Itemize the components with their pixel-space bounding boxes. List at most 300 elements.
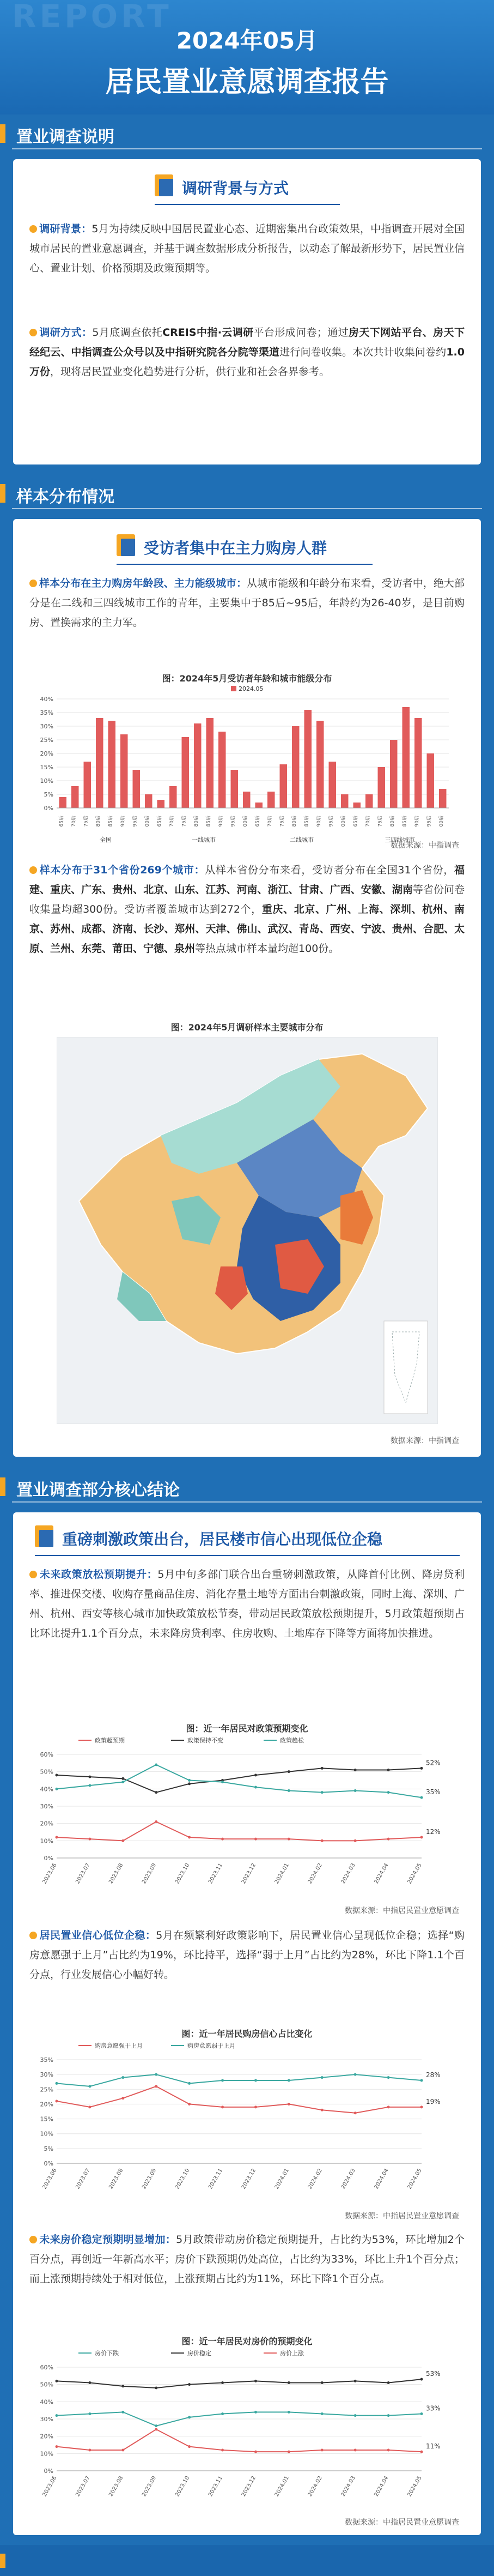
end-value-label: 19% bbox=[426, 2097, 441, 2106]
data-point bbox=[155, 1764, 157, 1766]
data-point bbox=[288, 1789, 290, 1792]
data-point bbox=[387, 1838, 390, 1841]
footer bbox=[0, 2545, 494, 2576]
bar bbox=[120, 734, 128, 808]
subheading-underline bbox=[35, 1555, 460, 1556]
card-intro bbox=[13, 159, 481, 464]
legend-label: 房价下跌 bbox=[95, 2350, 119, 2357]
bar bbox=[157, 800, 165, 808]
y-tick-label: 0% bbox=[44, 1855, 53, 1862]
x-tick-label: 2023.11 bbox=[207, 1862, 224, 1885]
age-city-bar-chart bbox=[29, 683, 465, 843]
y-tick-label: 30% bbox=[40, 723, 53, 730]
data-point bbox=[88, 2412, 91, 2415]
data-point bbox=[221, 2412, 224, 2415]
data-point bbox=[354, 2380, 357, 2382]
data-point bbox=[420, 1767, 423, 1770]
subheading-underline bbox=[117, 564, 373, 565]
data-point bbox=[420, 2079, 423, 2082]
bar bbox=[71, 786, 79, 808]
data-point bbox=[121, 2097, 124, 2100]
series-line bbox=[57, 2379, 422, 2388]
legend-label: 房价稳定 bbox=[187, 2350, 211, 2357]
data-point bbox=[387, 2381, 390, 2384]
x-tick-label: 95后 bbox=[426, 816, 432, 827]
bar bbox=[169, 786, 177, 808]
section-accent-bar bbox=[0, 1477, 5, 1496]
x-tick-label: 2023.11 bbox=[207, 2168, 224, 2191]
section-header-sample bbox=[0, 475, 494, 511]
data-point bbox=[288, 1770, 290, 1773]
data-point bbox=[88, 2085, 91, 2088]
data-point bbox=[188, 2416, 191, 2418]
y-tick-label: 10% bbox=[40, 777, 53, 785]
bar bbox=[96, 718, 103, 808]
end-value-label: 28% bbox=[426, 2071, 441, 2079]
y-tick-label: 5% bbox=[44, 791, 53, 798]
group-label: 三四线城市 bbox=[385, 836, 415, 843]
x-tick-label: 80后 bbox=[389, 816, 395, 827]
x-tick-label: 85后 bbox=[108, 816, 114, 827]
data-point bbox=[221, 2079, 224, 2082]
data-point bbox=[254, 1774, 257, 1777]
data-point bbox=[288, 1838, 290, 1841]
bullet-icon bbox=[29, 580, 37, 587]
x-tick-label: 00后 bbox=[242, 816, 248, 827]
subheading-text: 受访者集中在主力购房人群 bbox=[144, 539, 327, 557]
x-tick-label: 2023.08 bbox=[108, 2168, 125, 2191]
bar bbox=[267, 792, 275, 808]
x-tick-label: 2023.12 bbox=[240, 2475, 258, 2498]
data-point bbox=[121, 1839, 124, 1842]
data-point bbox=[321, 2109, 324, 2112]
bar bbox=[182, 737, 190, 808]
watermark: REPORT bbox=[12, 0, 172, 35]
series-line bbox=[57, 1822, 422, 1841]
end-value-label: 52% bbox=[426, 1759, 441, 1767]
document-icon bbox=[155, 174, 173, 196]
x-tick-label: 85后 bbox=[206, 816, 212, 827]
bar bbox=[231, 770, 239, 808]
header bbox=[0, 0, 494, 114]
bullet-icon bbox=[29, 329, 37, 336]
y-tick-label: 60% bbox=[40, 1751, 53, 1758]
y-tick-label: 25% bbox=[40, 737, 53, 744]
x-tick-label: 2023.06 bbox=[41, 2475, 58, 2498]
section-accent-bar bbox=[0, 124, 5, 143]
x-tick-label: 95后 bbox=[328, 816, 334, 827]
figure-caption: 图：2024年5月调研样本主要城市分布 bbox=[170, 1022, 324, 1033]
x-tick-label: 2024.05 bbox=[406, 2168, 423, 2191]
y-tick-label: 5% bbox=[44, 2145, 53, 2152]
x-tick-label: 2024.02 bbox=[307, 1862, 324, 1885]
data-point bbox=[155, 1791, 157, 1794]
y-tick-label: 30% bbox=[40, 2416, 53, 2423]
data-point bbox=[221, 2381, 224, 2384]
x-tick-label: 2024.01 bbox=[273, 2475, 290, 2498]
bar bbox=[304, 710, 312, 808]
bar bbox=[365, 794, 373, 808]
bullet-icon bbox=[29, 866, 37, 874]
map-shape bbox=[57, 1037, 438, 1425]
y-tick-label: 30% bbox=[40, 2071, 53, 2079]
data-point bbox=[288, 2381, 290, 2384]
y-tick-label: 20% bbox=[40, 2433, 53, 2440]
x-tick-label: 85后 bbox=[304, 816, 310, 827]
policy-expectation-line-chart bbox=[29, 1733, 465, 1902]
data-point bbox=[387, 2106, 390, 2108]
bar bbox=[402, 707, 410, 808]
end-value-label: 11% bbox=[426, 2442, 441, 2451]
data-point bbox=[254, 1786, 257, 1789]
end-value-label: 53% bbox=[426, 2370, 441, 2378]
y-tick-label: 0% bbox=[44, 2160, 53, 2167]
data-point bbox=[121, 2411, 124, 2414]
section-title: 样本分布情况 bbox=[16, 487, 114, 506]
data-source: 数据来源：中指调查 bbox=[391, 1437, 459, 1445]
data-source: 数据来源：中指调查 bbox=[391, 841, 459, 850]
data-point bbox=[254, 2079, 257, 2082]
x-tick-label: 2023.11 bbox=[207, 2475, 224, 2498]
group-label: 全国 bbox=[100, 836, 112, 843]
x-tick-label: 2023.10 bbox=[174, 2168, 191, 2191]
x-tick-label: 2023.10 bbox=[174, 1862, 191, 1885]
main-title: 居民置业意愿调查报告 bbox=[105, 66, 389, 99]
y-tick-label: 15% bbox=[40, 2115, 53, 2123]
x-tick-label: 65后 bbox=[59, 816, 65, 827]
x-tick-label: 90后 bbox=[414, 816, 420, 827]
data-point bbox=[420, 2412, 423, 2415]
x-tick-label: 2024.04 bbox=[373, 1862, 390, 1885]
bullet-icon bbox=[29, 1932, 37, 1939]
bar bbox=[316, 721, 324, 808]
bar bbox=[133, 770, 141, 808]
legend-label: 政策保持不变 bbox=[187, 1737, 223, 1744]
series-line bbox=[57, 2086, 422, 2113]
china-city-map bbox=[57, 1037, 438, 1424]
data-point bbox=[354, 2112, 357, 2114]
section-divider bbox=[12, 1501, 482, 1503]
south-sea-inset bbox=[384, 1321, 428, 1414]
x-tick-label: 2023.07 bbox=[75, 2475, 92, 2498]
x-tick-label: 2024.03 bbox=[340, 2168, 357, 2191]
card-core bbox=[13, 1512, 481, 2535]
x-tick-label: 2024.02 bbox=[307, 2475, 324, 2498]
x-tick-label: 95后 bbox=[132, 816, 138, 827]
data-point bbox=[121, 2385, 124, 2387]
data-point bbox=[121, 2449, 124, 2452]
y-tick-label: 10% bbox=[40, 2450, 53, 2458]
x-tick-label: 80后 bbox=[193, 816, 199, 827]
x-tick-label: 2023.10 bbox=[174, 2475, 191, 2498]
bar bbox=[145, 794, 153, 808]
data-point bbox=[188, 2103, 191, 2106]
y-tick-label: 0% bbox=[44, 805, 53, 812]
bar bbox=[390, 740, 398, 808]
x-tick-label: 2024.05 bbox=[406, 1862, 423, 1885]
section-header-survey bbox=[0, 116, 494, 152]
document-icon bbox=[117, 534, 135, 556]
x-tick-label: 75后 bbox=[83, 816, 89, 827]
subheading-text: 调研背景与方式 bbox=[182, 179, 289, 197]
bar bbox=[341, 794, 349, 808]
data-point bbox=[321, 2412, 324, 2415]
x-tick-label: 2023.08 bbox=[108, 1862, 125, 1885]
legend-label: 政策趋松 bbox=[280, 1737, 304, 1744]
data-point bbox=[221, 1838, 224, 1841]
data-point bbox=[354, 2449, 357, 2452]
data-point bbox=[188, 1782, 191, 1785]
data-source: 数据来源：中指居民置业意愿调查 bbox=[345, 1907, 459, 1915]
bullet-icon bbox=[29, 1571, 37, 1578]
x-tick-label: 2024.03 bbox=[340, 2475, 357, 2498]
bar bbox=[427, 753, 435, 808]
data-point bbox=[254, 2380, 257, 2382]
data-point bbox=[56, 1788, 58, 1790]
y-tick-label: 20% bbox=[40, 1820, 53, 1827]
x-tick-label: 70后 bbox=[71, 816, 77, 827]
price-expectation-line-chart bbox=[29, 2345, 465, 2514]
end-value-label: 35% bbox=[426, 1788, 441, 1796]
data-point bbox=[420, 1836, 423, 1839]
data-point bbox=[321, 1767, 324, 1770]
figure-caption: 图：2024年5月受访者年龄和城市能级分布 bbox=[162, 673, 332, 684]
data-point bbox=[155, 2073, 157, 2076]
y-tick-label: 35% bbox=[40, 709, 53, 716]
y-tick-label: 10% bbox=[40, 1837, 53, 1845]
bar bbox=[243, 792, 251, 808]
subheading-core bbox=[13, 1525, 481, 1556]
x-tick-label: 2024.01 bbox=[273, 2168, 290, 2191]
data-point bbox=[221, 1781, 224, 1783]
data-point bbox=[88, 2449, 91, 2452]
x-tick-label: 65后 bbox=[255, 816, 261, 827]
data-point bbox=[321, 1791, 324, 1794]
x-tick-label: 75后 bbox=[181, 816, 187, 827]
subheading-sample bbox=[13, 534, 481, 565]
data-point bbox=[387, 2449, 390, 2452]
data-point bbox=[420, 1796, 423, 1799]
x-tick-label: 90后 bbox=[316, 816, 322, 827]
data-point bbox=[321, 2449, 324, 2452]
x-tick-label: 2023.09 bbox=[141, 2168, 158, 2191]
data-point bbox=[188, 2383, 191, 2386]
bar bbox=[206, 718, 214, 808]
bar bbox=[84, 762, 92, 808]
data-point bbox=[387, 2076, 390, 2079]
paragraph-age-city: 样本分布在主力购房年龄段、主力能级城市：从城市能级和年龄分布来看，受访者中，绝大部分是在二线和三四线城市工作的青年，主要集中于85后~95后，年龄约为26-40岁，是目前购房、置换需求的主力军。 bbox=[29, 577, 465, 629]
x-tick-label: 2023.06 bbox=[41, 1862, 58, 1885]
footer-accent-bar bbox=[0, 2554, 5, 2568]
bullet-icon bbox=[29, 2236, 37, 2243]
x-tick-label: 2024.04 bbox=[373, 2168, 390, 2191]
x-tick-label: 00后 bbox=[438, 816, 444, 827]
data-point bbox=[288, 2079, 290, 2082]
data-point bbox=[121, 1777, 124, 1780]
x-tick-label: 95后 bbox=[230, 816, 236, 827]
bar bbox=[439, 789, 447, 808]
data-point bbox=[288, 2411, 290, 2414]
legend-label: 购房意愿弱于上月 bbox=[187, 2042, 235, 2049]
data-point bbox=[56, 2100, 58, 2103]
data-point bbox=[88, 2381, 91, 2384]
x-tick-label: 00后 bbox=[144, 816, 150, 827]
bar bbox=[194, 723, 202, 808]
data-point bbox=[288, 2451, 290, 2453]
data-point bbox=[221, 2106, 224, 2108]
bar bbox=[353, 803, 361, 808]
data-point bbox=[188, 2445, 191, 2448]
data-point bbox=[121, 1781, 124, 1783]
data-point bbox=[188, 2082, 191, 2085]
end-value-label: 12% bbox=[426, 1828, 441, 1836]
bar bbox=[378, 767, 386, 808]
data-point bbox=[188, 1779, 191, 1782]
bullet-icon bbox=[29, 225, 37, 233]
data-point bbox=[321, 2076, 324, 2079]
x-tick-label: 2024.05 bbox=[406, 2475, 423, 2498]
bar bbox=[280, 764, 288, 808]
data-point bbox=[221, 2449, 224, 2452]
y-tick-label: 40% bbox=[40, 1785, 53, 1793]
y-tick-label: 50% bbox=[40, 2381, 53, 2388]
data-point bbox=[420, 2106, 423, 2108]
document-icon bbox=[35, 1525, 53, 1547]
legend-label: 政策超预期 bbox=[95, 1737, 125, 1744]
x-tick-label: 75后 bbox=[279, 816, 285, 827]
data-point bbox=[88, 2106, 91, 2108]
subheading-intro bbox=[13, 174, 481, 205]
data-point bbox=[387, 1769, 390, 1771]
series-line bbox=[57, 2429, 422, 2452]
section-divider bbox=[12, 508, 482, 509]
x-tick-label: 80后 bbox=[291, 816, 297, 827]
section-title: 置业调查部分核心结论 bbox=[16, 1481, 180, 1500]
y-tick-label: 40% bbox=[40, 2398, 53, 2406]
x-tick-label: 2023.07 bbox=[75, 2168, 92, 2191]
data-point bbox=[387, 1791, 390, 1794]
data-point bbox=[288, 2103, 290, 2106]
data-point bbox=[420, 2451, 423, 2453]
bar bbox=[414, 718, 422, 808]
y-tick-label: 35% bbox=[40, 2056, 53, 2064]
data-point bbox=[254, 2451, 257, 2453]
y-tick-label: 30% bbox=[40, 1803, 53, 1810]
x-tick-label: 2023.12 bbox=[240, 1862, 258, 1885]
section-divider bbox=[12, 148, 482, 149]
x-tick-label: 00后 bbox=[340, 816, 346, 827]
data-point bbox=[155, 2424, 157, 2427]
data-point bbox=[387, 2414, 390, 2417]
data-point bbox=[155, 1820, 157, 1823]
legend-label: 2024.05 bbox=[239, 685, 264, 692]
data-point bbox=[56, 2414, 58, 2417]
figure-caption: 图：近一年居民购房信心占比变化 bbox=[181, 2029, 313, 2039]
data-point bbox=[188, 1836, 191, 1839]
y-tick-label: 20% bbox=[40, 2101, 53, 2108]
x-tick-label: 2024.02 bbox=[307, 2168, 324, 2191]
group-label: 二线城市 bbox=[290, 836, 314, 843]
figure-caption: 图：近一年居民对政策预期变化 bbox=[186, 1723, 308, 1734]
data-point bbox=[254, 2411, 257, 2414]
section-header-core bbox=[0, 1469, 494, 1505]
paragraph-price: 未来房价稳定预期明显增加：5月政策带动房价稳定预期提升，占比约为53%，环比增加2个百分点，再创近一年新高水平；房价下跌预期仍处高位，占比约为33%，环比上升1个百分点；而上涨预期持续处于相对低位，上涨预期占比约为11%，环比下降1个百分点。 bbox=[29, 2234, 465, 2285]
paragraph-provinces: 样本分布于31个省份269个城市：从样本省份分布来看，受访者分布在全国31个省份，福建、重庆、广东、贵州、北京、山东、江苏、河南、浙江、甘肃、广西、安徽、湖南等省份问卷收集量均超300份。受访者覆盖城市达到272个，重庆、北京、广州、上海、深圳、杭州、南京、苏州、成都、济南、长沙、郑州、天津、佛山、武汉、青岛、西安、宁波、贵州、合肥、太原、兰州、东莞、莆田、宁德、泉州等热点城市样本量均超100份。 bbox=[29, 864, 465, 955]
subheading-underline bbox=[155, 204, 340, 205]
x-tick-label: 70后 bbox=[169, 816, 175, 827]
x-tick-label: 70后 bbox=[267, 816, 273, 827]
bar bbox=[108, 721, 116, 808]
y-tick-label: 60% bbox=[40, 2364, 53, 2371]
x-tick-label: 2024.03 bbox=[340, 1862, 357, 1885]
section-title: 置业调查说明 bbox=[16, 128, 114, 147]
legend-label: 购房意愿强于上月 bbox=[95, 2042, 143, 2049]
data-point bbox=[354, 1839, 357, 1842]
y-tick-label: 20% bbox=[40, 750, 53, 757]
date-title: 2024年05月 bbox=[176, 27, 318, 54]
bar bbox=[59, 797, 67, 808]
x-tick-label: 75后 bbox=[377, 816, 383, 827]
data-point bbox=[56, 2082, 58, 2085]
data-source: 数据来源：中指居民置业意愿调查 bbox=[345, 2212, 459, 2221]
card-sample bbox=[13, 519, 481, 1457]
legend-swatch bbox=[231, 686, 236, 691]
data-point bbox=[321, 2381, 324, 2384]
confidence-line-chart bbox=[29, 2038, 465, 2207]
bar bbox=[329, 762, 337, 808]
figure-caption: 图：近一年居民对房价的预期变化 bbox=[181, 2336, 313, 2346]
x-tick-label: 65后 bbox=[157, 816, 163, 827]
paragraph-background: 调研背景：5月为持续反映中国居民置业心态、近期密集出台政策效果，中指调查开展对全国城市居民的置业意愿调查，并基于调查数据形成分析报告，以动态了解最新形势下，居民置业信心、置业计划、价格预期及政策预期等。 bbox=[29, 223, 465, 274]
data-point bbox=[155, 2387, 157, 2390]
data-point bbox=[254, 2106, 257, 2108]
group-label: 一线城市 bbox=[192, 836, 216, 843]
paragraph-policy: 未来政策放松预期提升：5月中旬多部门联合出台重磅刺激政策，从降首付比例、降房贷利率、推进保交楼、收购存量商品住房、消化存量土地等方面出台刺激政策，同时上海、深圳、广州、杭州、西安等核心城市加快政策放松节奏，带动居民政策放松预期提升，5月政策超预期占比环比提升1.1个百分点，未来降房贷利率、住房收购、土地库存下降等方面将加快推进。 bbox=[29, 1568, 465, 1639]
data-point bbox=[56, 2445, 58, 2448]
bar bbox=[292, 726, 300, 808]
data-point bbox=[354, 2414, 357, 2417]
x-tick-label: 2023.09 bbox=[141, 2475, 158, 2498]
paragraph-confidence: 居民置业信心低位企稳：5月在频繁利好政策影响下，居民置业信心呈现低位企稳；选择“购房意愿强于上月”占比约为19%，环比持平，选择“弱于上月”占比约为28%，环比下降1.1个百分点，行业发展信心小幅好转。 bbox=[29, 1929, 465, 1981]
data-point bbox=[56, 1836, 58, 1839]
data-point bbox=[354, 2073, 357, 2076]
x-tick-label: 2023.09 bbox=[141, 1862, 158, 1885]
y-tick-label: 40% bbox=[40, 696, 53, 703]
x-tick-label: 2023.12 bbox=[240, 2168, 258, 2191]
data-point bbox=[420, 2378, 423, 2381]
x-tick-label: 2024.01 bbox=[273, 1862, 290, 1885]
x-tick-label: 2024.04 bbox=[373, 2475, 390, 2498]
y-tick-label: 50% bbox=[40, 1768, 53, 1776]
data-point bbox=[155, 2085, 157, 2088]
data-point bbox=[121, 2076, 124, 2079]
data-point bbox=[354, 1769, 357, 1771]
paragraph-method: 调研方式：5月底调查依托CREIS中指·云调研平台形成问卷；通过房天下网站平台、房天下经纪云、中指调查公众号以及中指研究院各分院等渠道进行问卷收集。本次共计收集问卷约1.0万份，现将居民置业变化趋势进行分析，供行业和社会各界参考。 bbox=[29, 327, 465, 378]
data-point bbox=[88, 1776, 91, 1778]
data-point bbox=[321, 1839, 324, 1842]
x-tick-label: 90后 bbox=[218, 816, 224, 827]
x-tick-label: 2023.06 bbox=[41, 2168, 58, 2191]
y-tick-label: 25% bbox=[40, 2086, 53, 2094]
data-point bbox=[88, 1838, 91, 1841]
x-tick-label: 90后 bbox=[120, 816, 126, 827]
subheading-text: 重磅刺激政策出台，居民楼市信心出现低位企稳 bbox=[62, 1530, 383, 1548]
x-tick-label: 85后 bbox=[402, 816, 408, 827]
data-point bbox=[155, 2428, 157, 2431]
y-tick-label: 0% bbox=[44, 2468, 53, 2475]
data-point bbox=[56, 2380, 58, 2382]
legend-label: 房价上涨 bbox=[280, 2350, 304, 2357]
